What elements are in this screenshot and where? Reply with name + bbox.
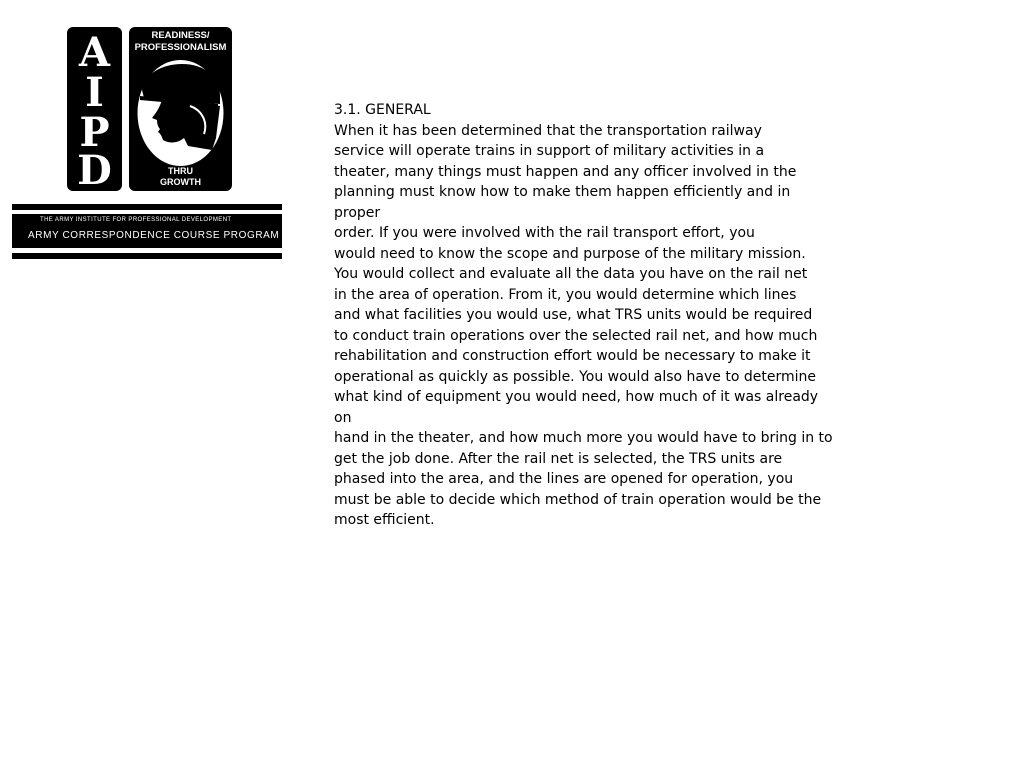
logo-letter-p: P xyxy=(79,109,110,156)
logo-divider-top xyxy=(12,204,282,210)
logo-letter-d: D xyxy=(77,147,112,194)
section-content xyxy=(334,100,834,531)
aipd-emblem xyxy=(12,26,282,202)
logo-divider-bottom xyxy=(12,253,282,259)
body-line: most efficient. xyxy=(334,512,435,528)
body-line: must be able to decide which method of train operation would be the xyxy=(334,491,822,508)
motto-professionalism: PROFESSIONALISM xyxy=(134,42,227,53)
aipd-logo xyxy=(12,26,282,262)
body-line: would need to know the scope and purpose of the military mission. xyxy=(334,245,806,262)
body-line: rehabilitation and construction effort would be necessary to make it xyxy=(334,348,811,364)
logo-letter-i: I xyxy=(85,69,104,116)
section-heading: 3.1. GENERAL xyxy=(334,102,431,118)
body-line: hand in the theater, and how much more you would have to bring in to xyxy=(334,430,833,446)
body-line: planning must know how to make them happen efficiently and in xyxy=(334,184,791,200)
body-line: service will operate trains in support of military activities in a xyxy=(334,143,765,159)
body-line: operational as quickly as possible. You would also have to determine xyxy=(334,368,816,385)
body-line: order. If you were involved with the rail transport effort, you xyxy=(334,225,755,241)
logo-band xyxy=(12,214,282,248)
motto-growth: GROWTH xyxy=(160,177,201,187)
body-line: on xyxy=(334,409,352,426)
body-line: what kind of equipment you would need, how much of it was already xyxy=(334,389,819,405)
body-line: in the area of operation. From it, you would determine which lines xyxy=(334,286,797,303)
section-body xyxy=(334,121,834,531)
body-line: theater, many things must happen and any officer involved in the xyxy=(334,163,797,180)
body-line: get the job done. After the rail net is selected, the TRS units are xyxy=(334,450,783,467)
body-line: and what facilities you would use, what TRS units would be required xyxy=(334,307,813,323)
program-name: ARMY CORRESPONDENCE COURSE PROGRAM xyxy=(28,230,280,241)
body-line: You would collect and evaluate all the data you have on the rail net xyxy=(334,266,808,282)
motto-thru: THRU xyxy=(168,166,193,176)
body-line: phased into the area, and the lines are opened for operation, you xyxy=(334,471,794,487)
body-line: proper xyxy=(334,204,381,221)
motto-readiness: READINESS/ xyxy=(151,30,210,41)
body-line: to conduct train operations over the selected rail net, and how much xyxy=(334,327,818,344)
logo-letter-a: A xyxy=(78,29,111,76)
body-line: When it has been determined that the transportation railway xyxy=(334,122,762,139)
institute-name: THE ARMY INSTITUTE FOR PROFESSIONAL DEVELOPMENT xyxy=(40,217,232,223)
